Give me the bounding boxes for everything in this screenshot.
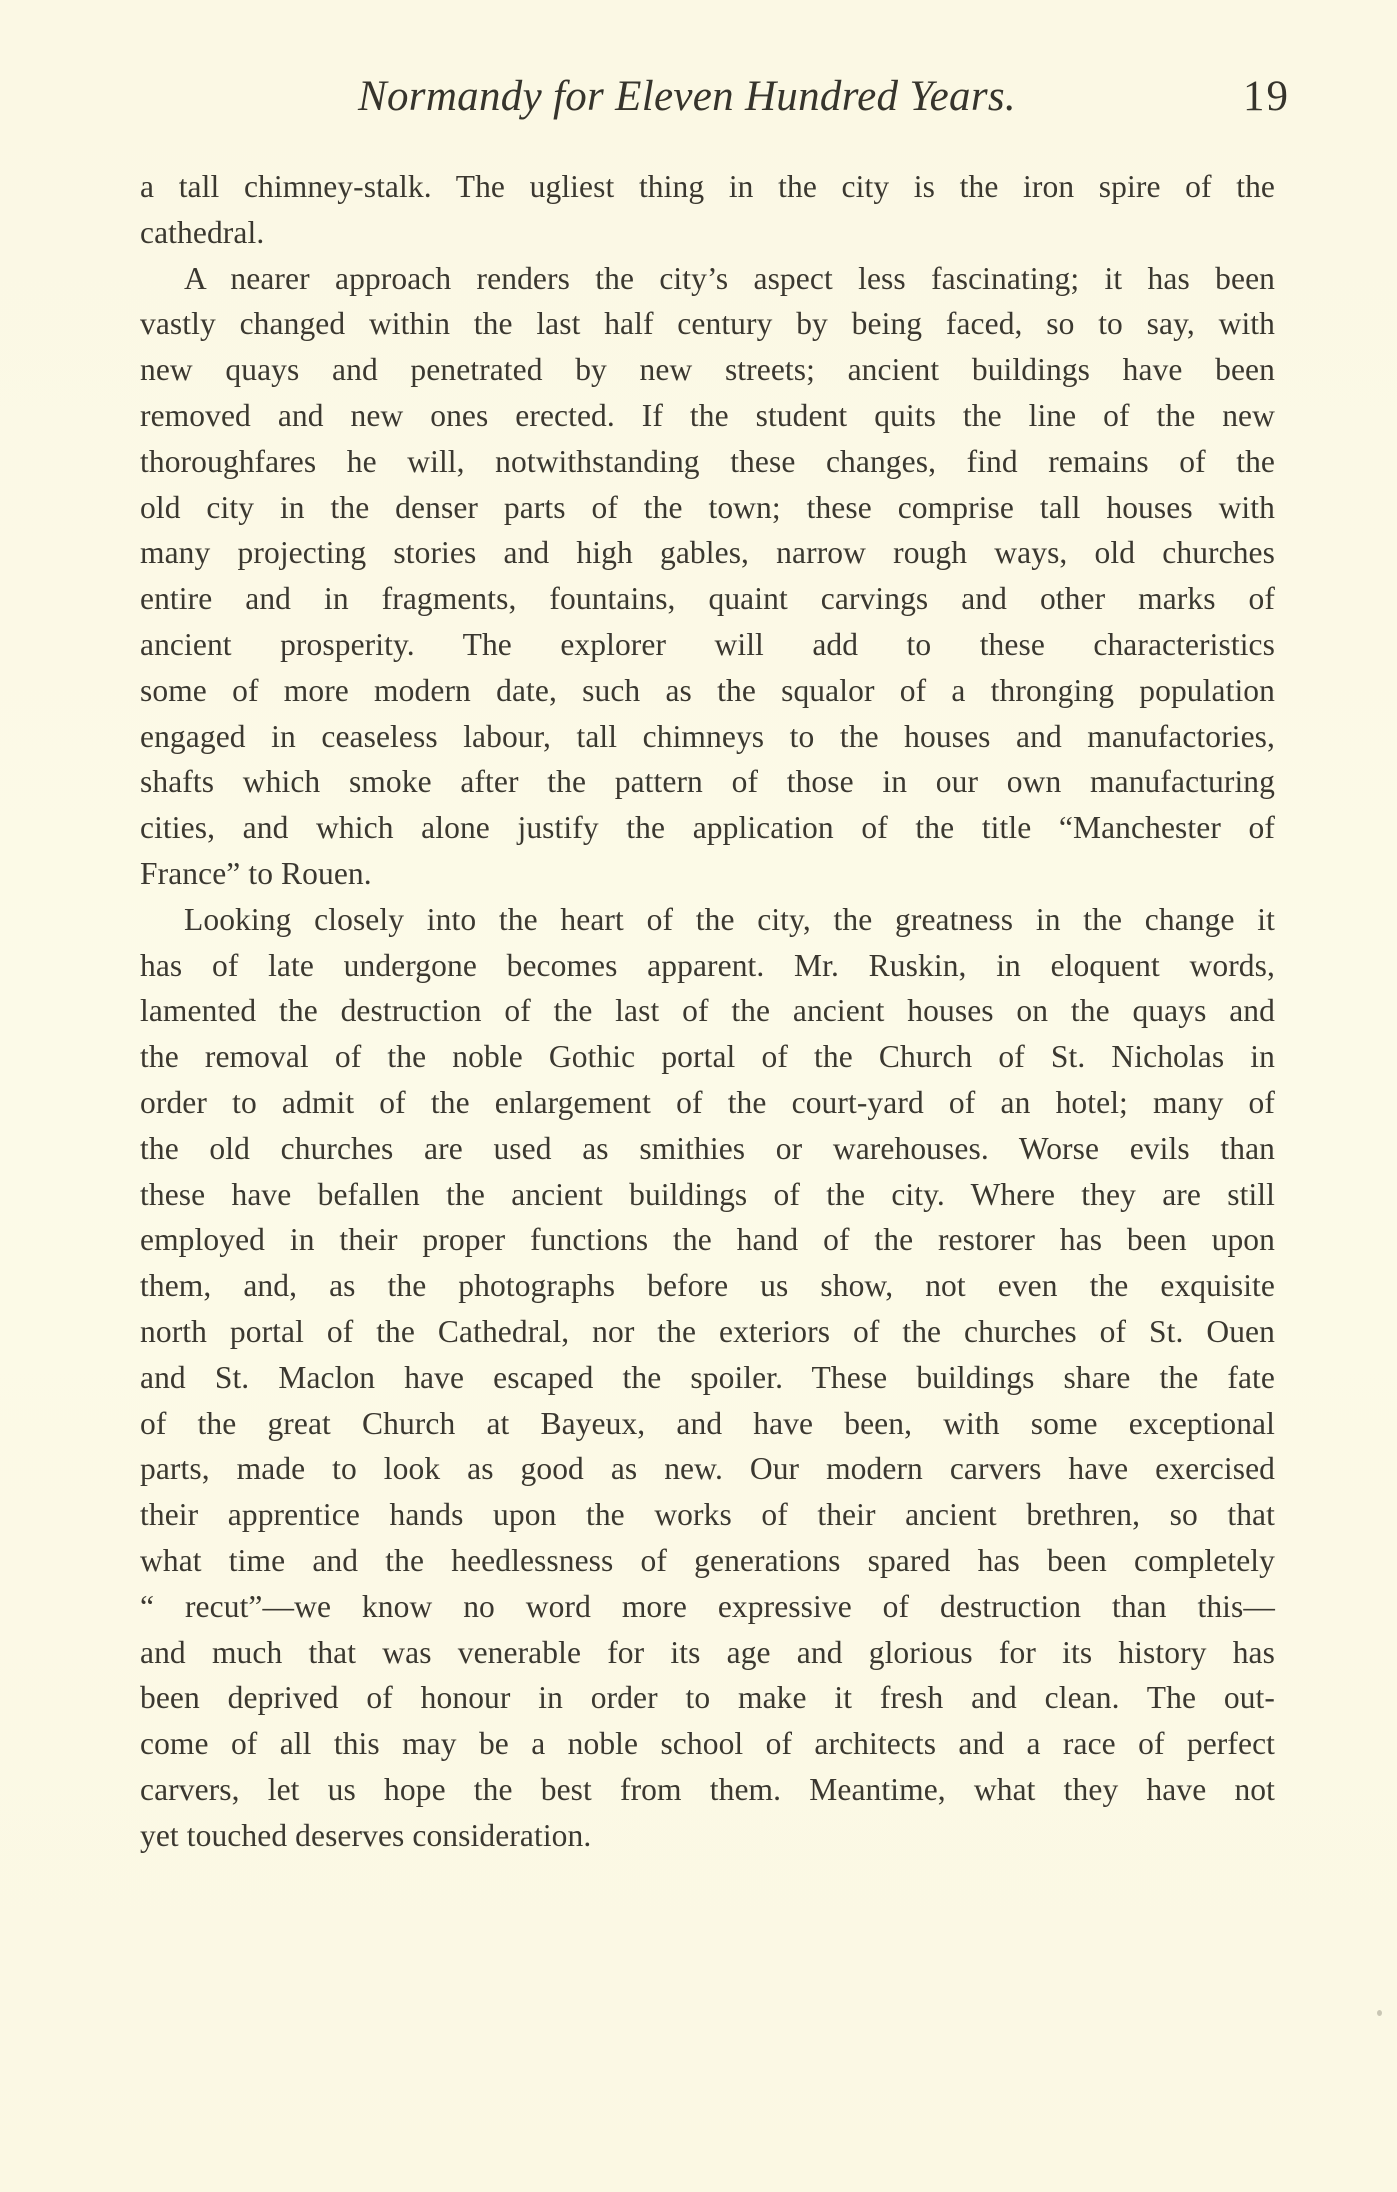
text-line: France” to Rouen. xyxy=(140,855,372,891)
paragraph-first-line: Looking closely into the heart of the city, the greatness in the change it xyxy=(184,901,1275,937)
body-text xyxy=(140,164,1275,1858)
text-line: shafts which smoke after the pattern of those in our own manufacturing xyxy=(140,764,1275,800)
text-line: and St. Maclon have escaped the spoiler. These buildings share the fate xyxy=(140,1359,1275,1395)
text-line: them, and, as the photographs before us show, not even the exquisite xyxy=(140,1268,1275,1304)
text-line: and much that was venerable for its age and glorious for its history has xyxy=(140,1634,1275,1670)
running-title: Normandy for Eleven Hundred Years. xyxy=(358,73,1016,120)
text-line: carvers, let us hope the best from them. Meantime, what they have not xyxy=(140,1771,1275,1807)
text-line: “ recut”—we know no word more expressive of destruction than this— xyxy=(140,1588,1275,1624)
text-line: the removal of the noble Gothic portal of the Church of St. Nicholas in xyxy=(140,1039,1275,1075)
text-line: engaged in ceaseless labour, tall chimneys to the houses and manufactories, xyxy=(140,718,1275,754)
text-line: ancient prosperity. The explorer will add to these characteristics xyxy=(140,626,1275,662)
text-line: employed in their proper functions the hand of the restorer has been upon xyxy=(140,1222,1275,1258)
text-line: come of all this may be a noble school of architects and a race of perfect xyxy=(140,1726,1275,1762)
running-header xyxy=(136,72,1296,132)
text-line: new quays and penetrated by new streets; ancient buildings have been xyxy=(140,352,1275,388)
text-line: been deprived of honour in order to make it fresh and clean. The out- xyxy=(140,1680,1275,1716)
text-line: what time and the heedlessness of generations spared has been completely xyxy=(140,1542,1275,1578)
text-line: thoroughfares he will, notwithstanding these changes, find remains of the xyxy=(140,443,1275,479)
text-line: of the great Church at Bayeux, and have been, with some exceptional xyxy=(140,1405,1275,1441)
text-line: the old churches are used as smithies or warehouses. Worse evils than xyxy=(140,1130,1275,1166)
paragraph-first-line: A nearer approach renders the city’s aspect less fascinating; it has been xyxy=(184,260,1275,296)
text-line: cathedral. xyxy=(140,214,265,250)
text-line: cities, and which alone justify the application of the title “Manchester of xyxy=(140,810,1275,846)
text-line: removed and new ones erected. If the student quits the line of the new xyxy=(140,397,1275,433)
text-line: these have befallen the ancient buildings of the city. Where they are still xyxy=(140,1176,1275,1212)
text-line: many projecting stories and high gables, narrow rough ways, old churches xyxy=(140,535,1275,571)
text-line: vastly changed within the last half century by being faced, so to say, with xyxy=(140,306,1275,342)
text-line: their apprentice hands upon the works of their ancient brethren, so that xyxy=(140,1497,1275,1533)
text-line: old city in the denser parts of the town; these comprise tall houses with xyxy=(140,489,1275,525)
text-line: order to admit of the enlargement of the court-yard of an hotel; many of xyxy=(140,1084,1275,1120)
page-number: 19 xyxy=(1243,73,1290,120)
text-line: parts, made to look as good as new. Our modern carvers have exercised xyxy=(140,1451,1275,1487)
text-line: has of late undergone becomes apparent. Mr. Ruskin, in eloquent words, xyxy=(140,947,1275,983)
text-line: north portal of the Cathedral, nor the exteriors of the churches of St. Ouen xyxy=(140,1313,1275,1349)
paper-speck xyxy=(1377,2010,1382,2016)
text-line: yet touched deserves consideration. xyxy=(140,1817,592,1853)
text-line: some of more modern date, such as the squalor of a thronging population xyxy=(140,672,1275,708)
text-line: lamented the destruction of the last of the ancient houses on the quays and xyxy=(140,993,1275,1029)
text-line: a tall chimney-stalk. The ugliest thing in the city is the iron spire of the xyxy=(140,169,1275,204)
text-line: entire and in fragments, fountains, quaint carvings and other marks of xyxy=(140,581,1275,617)
